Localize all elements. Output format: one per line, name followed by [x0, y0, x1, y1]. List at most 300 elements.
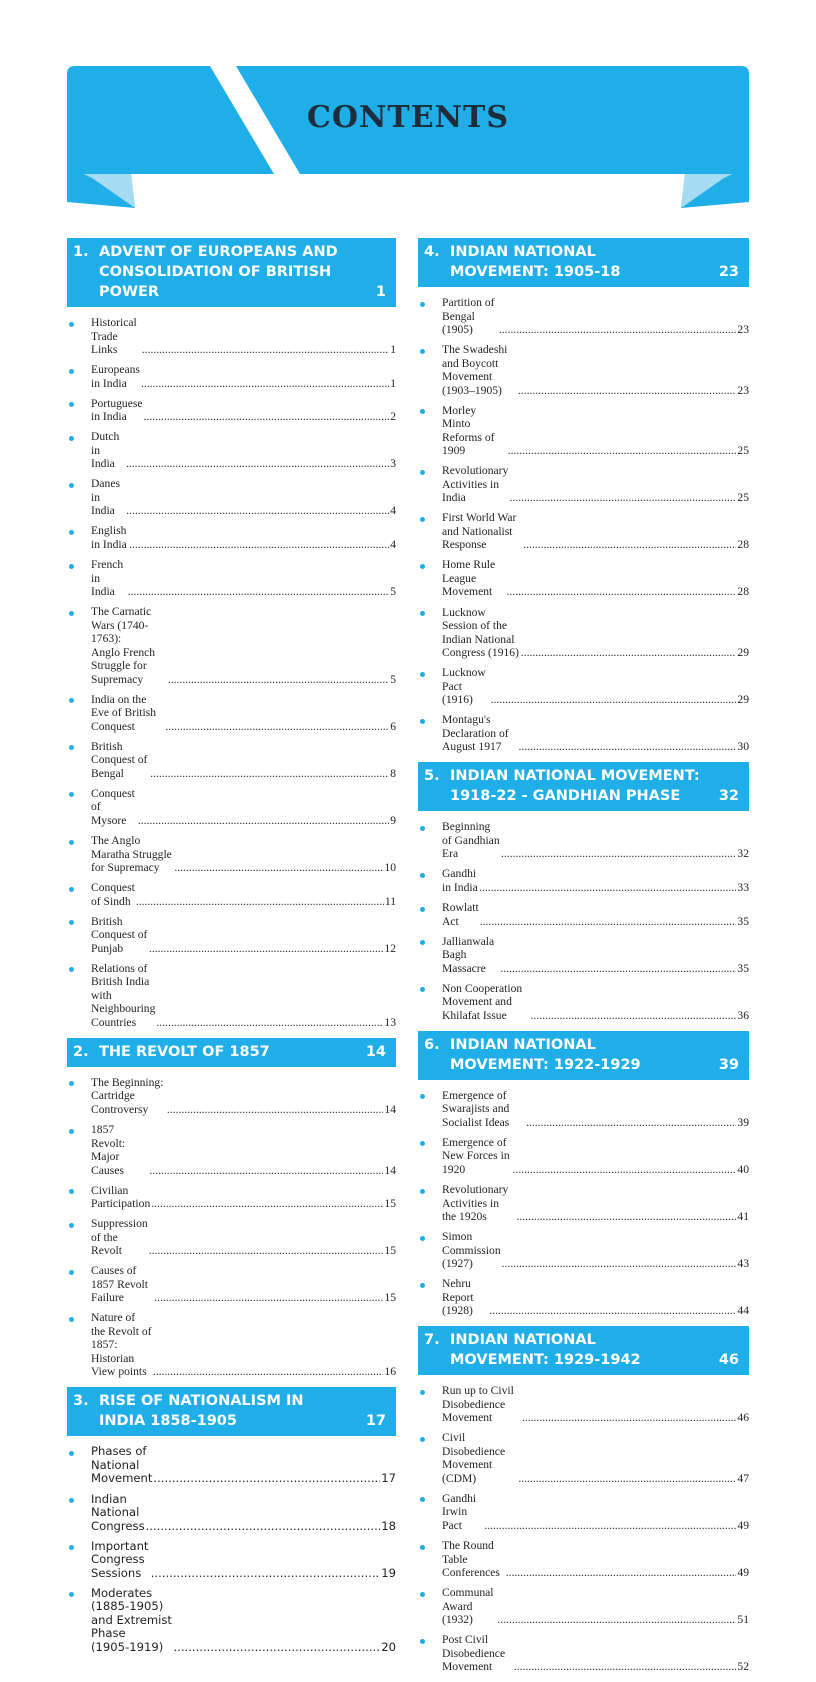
toc-entry[interactable] [67, 1214, 396, 1261]
bullet-icon [420, 1545, 425, 1550]
toc-entry-row [442, 1277, 749, 1318]
dot-leader [151, 1567, 381, 1581]
toc-entry-page: 9 [390, 813, 396, 827]
toc-entry-page: 15 [384, 1197, 396, 1211]
toc-entry-row [91, 524, 396, 551]
toc-entry-row [442, 820, 749, 861]
toc-entry-page: 36 [737, 1008, 749, 1022]
section-items [67, 1067, 396, 1388]
bullet-icon [69, 369, 74, 374]
toc-entry-row [442, 1586, 749, 1627]
toc-entry-title: Civil Disobedience Movement (CDM) [442, 1431, 506, 1485]
dot-leader [150, 767, 389, 781]
dot-leader [126, 457, 389, 471]
toc-entry[interactable] [418, 508, 749, 555]
toc-entry-page: 52 [737, 1660, 749, 1674]
toc-entry-title: Revolutionary Activities in India [442, 464, 509, 505]
toc-entry-page: 4 [390, 504, 396, 518]
toc-right-column [418, 238, 749, 1682]
toc-entry-title: Indian National Congress [91, 1491, 145, 1533]
bullet-icon [420, 940, 425, 945]
toc-entry-title: Post Civil Disobedience Movement [442, 1633, 506, 1674]
dot-leader [168, 673, 389, 687]
bullet-icon [69, 1317, 74, 1322]
toc-entry-row [442, 867, 749, 894]
toc-entry-row [91, 1445, 396, 1486]
toc-entry-page: 1 [390, 343, 396, 356]
dot-leader [510, 491, 737, 505]
toc-entry[interactable] [418, 340, 749, 401]
toc-entry[interactable] [418, 293, 749, 340]
toc-section-7 [418, 1326, 749, 1682]
section-items [418, 1375, 749, 1682]
toc-entry-page: 1 [390, 376, 396, 390]
toc-entry[interactable] [418, 1133, 749, 1180]
toc-entry-page: 29 [737, 646, 749, 660]
section-title: THE REVOLT OF 1857 [99, 1043, 270, 1060]
dot-leader [149, 1244, 384, 1258]
dot-leader [174, 1641, 381, 1655]
bullet-icon [69, 1545, 74, 1550]
dot-leader [138, 814, 389, 828]
dot-leader [128, 585, 390, 599]
bullet-icon [69, 840, 74, 845]
section-title: INDIAN NATIONAL MOVEMENT: 1918-22 - GANDHIAN PHASE [450, 768, 700, 805]
toc-entry[interactable] [67, 474, 396, 521]
toc-entry[interactable] [418, 1630, 749, 1677]
toc-entry-title: Phases of National Movement [91, 1444, 153, 1486]
bullet-icon [69, 1081, 74, 1086]
bullet-icon [69, 1270, 74, 1275]
toc-entry[interactable] [67, 1442, 396, 1489]
dot-leader [501, 847, 736, 861]
section-number: 7. [424, 1332, 440, 1349]
toc-entry-title: Lucknow Pact (1916) [442, 666, 486, 707]
toc-entry-row [91, 1217, 396, 1258]
toc-entry-title: Historical Trade Links [91, 316, 137, 356]
bullet-icon [420, 470, 425, 475]
toc-entry-row [91, 962, 396, 1030]
toc-entry[interactable] [418, 1428, 749, 1489]
toc-entry-row [91, 397, 396, 424]
toc-entry[interactable] [67, 878, 396, 912]
toc-entry[interactable] [67, 1073, 396, 1120]
bullet-icon [69, 1189, 74, 1194]
section-number: 3. [73, 1393, 89, 1410]
toc-entry[interactable] [418, 864, 749, 898]
toc-entry-row [442, 606, 749, 660]
toc-entry-row [442, 1431, 749, 1485]
bullet-icon [69, 436, 74, 441]
dot-leader [136, 895, 384, 909]
dot-leader [506, 1566, 737, 1580]
toc-entry-title: Non Cooperation Movement and Khilafat Issue [442, 981, 523, 1022]
section-header[interactable] [67, 1387, 396, 1436]
toc-entry-title: Causes of 1857 Revolt Failure [91, 1264, 149, 1305]
section-items [418, 811, 749, 1030]
section-items [418, 1080, 749, 1326]
toc-entry-title: Revolutionary Activities in the 1920s [442, 1183, 509, 1223]
toc-entry-row [91, 1123, 396, 1177]
toc-entry[interactable] [418, 1086, 749, 1133]
toc-entry-page: 2 [390, 410, 396, 424]
toc-entry-page: 14 [384, 1102, 396, 1116]
toc-entry-page: 6 [390, 719, 396, 733]
dot-leader [518, 384, 737, 398]
bullet-icon [420, 672, 425, 677]
toc-entry-row [442, 296, 749, 337]
toc-entry-page: 46 [737, 1411, 749, 1425]
toc-entry[interactable] [418, 932, 749, 979]
bullet-icon [69, 1129, 74, 1134]
toc-entry-page: 49 [737, 1566, 749, 1580]
bullet-icon [69, 745, 74, 750]
bullet-icon [420, 987, 425, 992]
toc-entry-row [91, 1076, 396, 1117]
section-number: 6. [424, 1036, 440, 1053]
dot-leader [129, 538, 389, 552]
section-page: 32 [718, 788, 739, 805]
dot-leader [531, 1009, 737, 1023]
toc-entry[interactable] [418, 1583, 749, 1630]
toc-entry-row [442, 982, 749, 1023]
toc-entry-title: The Round Table Conferences [442, 1539, 500, 1580]
section-title: INDIAN NATIONAL MOVEMENT: 1929-1942 [450, 1332, 641, 1369]
toc-entry[interactable] [418, 461, 749, 508]
bullet-icon [420, 873, 425, 878]
section-header[interactable] [418, 762, 749, 811]
bullet-icon [420, 1189, 425, 1194]
toc-entry-row [91, 915, 396, 956]
toc-entry-page: 17 [381, 1471, 396, 1486]
toc-entry-title: Suppression of the Revolt [91, 1217, 148, 1258]
toc-entry-page: 35 [737, 914, 749, 928]
bullet-icon [420, 1639, 425, 1644]
dot-leader [516, 1210, 736, 1224]
dot-leader [146, 1520, 381, 1534]
toc-entry-page: 15 [384, 1244, 396, 1258]
section-page: 1 [375, 284, 386, 300]
bullet-icon [69, 792, 74, 797]
bullet-icon [69, 1223, 74, 1228]
dot-leader [154, 1291, 383, 1305]
bullet-icon [420, 907, 425, 912]
toc-entry[interactable] [418, 979, 749, 1026]
toc-entry[interactable] [418, 401, 749, 462]
bullet-icon [69, 1592, 74, 1597]
dot-leader [149, 942, 383, 956]
toc-entry-page: 5 [390, 585, 396, 599]
toc-entry-title: Rowlatt Act [442, 901, 479, 928]
dot-leader [518, 1472, 736, 1486]
toc-entry-title: Civilian Participation [91, 1183, 151, 1211]
toc-entry-row [91, 881, 396, 908]
toc-entry-page: 18 [381, 1518, 396, 1533]
section-number: 1. [73, 244, 89, 260]
dot-leader [479, 881, 736, 895]
dot-leader [500, 962, 736, 976]
toc-entry[interactable] [418, 1536, 749, 1583]
toc-section-4 [418, 238, 749, 762]
toc-entry-row [442, 1492, 749, 1533]
section-header[interactable] [418, 1031, 749, 1080]
dot-leader [153, 1472, 380, 1486]
toc-entry-title: Morley Minto Reforms of 1909 [442, 403, 495, 458]
toc-entry-page: 10 [384, 861, 396, 875]
toc-entry[interactable] [67, 1261, 396, 1308]
toc-entry-row [442, 343, 749, 397]
bullet-icon [420, 1141, 425, 1146]
section-header[interactable] [67, 238, 396, 307]
toc-entry[interactable] [67, 1584, 396, 1658]
toc-entry[interactable] [418, 1227, 749, 1274]
toc-entry-row [91, 430, 396, 471]
toc-entry[interactable] [67, 1537, 396, 1584]
toc-entry-page: 33 [737, 880, 749, 894]
dot-leader [144, 410, 390, 424]
toc-entry-title: Run up to Civil Disobedience Movement [442, 1384, 514, 1425]
toc-entry[interactable] [67, 555, 396, 602]
toc-section-6 [418, 1031, 749, 1326]
toc-entry-title: 1857 Revolt: Major Causes [91, 1123, 126, 1177]
toc-entry-row [91, 693, 396, 734]
toc-entry-row [91, 1264, 396, 1305]
toc-entry[interactable] [418, 898, 749, 932]
toc-entry-row [91, 1311, 396, 1379]
bullet-icon [69, 564, 74, 569]
toc-entry-row [442, 901, 749, 928]
toc-entry-row [91, 1493, 396, 1534]
toc-entry-row [442, 404, 749, 458]
toc-entry[interactable] [67, 521, 396, 555]
toc-entry-page: 20 [381, 1639, 396, 1654]
section-items [67, 1436, 396, 1662]
toc-entry[interactable] [67, 784, 396, 831]
dot-leader [174, 861, 383, 875]
bullet-icon [69, 1498, 74, 1503]
dot-leader [165, 720, 389, 734]
toc-entry[interactable] [418, 1180, 749, 1227]
dot-leader [507, 585, 737, 599]
toc-entry-page: 16 [384, 1365, 396, 1379]
dot-leader [497, 1613, 736, 1627]
toc-entry-title: Europeans in India [91, 363, 140, 390]
toc-entry[interactable] [418, 710, 749, 757]
toc-entry-title: British Conquest of Bengal [91, 739, 148, 780]
toc-entry-row [91, 316, 396, 357]
bullet-icon [69, 887, 74, 892]
toc-entry-page: 23 [737, 323, 749, 336]
toc-entry-page: 41 [737, 1210, 749, 1223]
toc-entry[interactable] [67, 602, 396, 690]
toc-entry-title: Important Congress Sessions [91, 1538, 149, 1580]
toc-entry-title: Lucknow Session of the Indian National Congress (1916) [442, 605, 519, 660]
toc-entry[interactable] [67, 959, 396, 1033]
bullet-icon [420, 1592, 425, 1597]
toc-entry[interactable] [67, 427, 396, 474]
toc-entry-page: 14 [384, 1163, 396, 1177]
toc-entry[interactable] [418, 663, 749, 710]
section-header[interactable] [418, 1326, 749, 1375]
toc-entry-page: 3 [390, 457, 396, 471]
toc-entry[interactable] [418, 603, 749, 664]
dot-leader [126, 504, 389, 518]
toc-entry-title: Danes in India [91, 477, 120, 518]
toc-entry-row [91, 1540, 396, 1581]
toc-entry-row [442, 1183, 749, 1224]
toc-entry[interactable] [67, 831, 396, 878]
toc-entry[interactable] [67, 1308, 396, 1382]
toc-entry-page: 32 [737, 847, 749, 861]
toc-entry-title: Beginning of Gandhian Era [442, 820, 500, 861]
toc-entry-row [442, 666, 749, 707]
dot-leader [491, 693, 737, 707]
dot-leader [499, 323, 737, 337]
section-page: 46 [718, 1352, 739, 1369]
toc-entry-page: 5 [390, 672, 396, 686]
bullet-icon [69, 967, 74, 972]
dot-leader [522, 1411, 736, 1425]
bullet-icon [420, 1094, 425, 1099]
toc-entry-title: Dutch in India [91, 430, 120, 471]
toc-entry-title: The Beginning: Cartridge Controversy [91, 1075, 164, 1116]
bullet-icon [420, 302, 425, 307]
toc-entry[interactable] [67, 1181, 396, 1215]
toc-entry[interactable] [67, 1490, 396, 1537]
toc-entry[interactable] [67, 360, 396, 394]
toc-entry-page: 15 [384, 1291, 396, 1305]
toc-entry-title: Montagu's Declaration of August 1917 [442, 713, 509, 754]
toc-entry-title: The Anglo Maratha Struggle for Supremacy [91, 834, 172, 875]
toc-entry-page: 11 [384, 894, 396, 908]
toc-entry-page: 28 [737, 538, 749, 552]
toc-entry-title: Emergence of Swarajists and Socialist Ideas [442, 1088, 510, 1129]
toc-entry-row [91, 605, 396, 686]
toc-left-column [67, 238, 396, 1663]
section-page: 39 [718, 1056, 739, 1073]
bullet-icon [69, 483, 74, 488]
section-header[interactable] [418, 238, 749, 287]
dot-leader [484, 1519, 736, 1533]
dot-leader [502, 1257, 737, 1271]
dot-leader [519, 740, 737, 754]
toc-entry[interactable] [67, 394, 396, 428]
toc-entry-row [91, 477, 396, 518]
dot-leader [167, 1103, 384, 1117]
toc-entry[interactable] [418, 555, 749, 602]
dot-leader [514, 1660, 737, 1674]
toc-entry-row [442, 713, 749, 754]
toc-entry[interactable] [67, 737, 396, 784]
bullet-icon [69, 698, 74, 703]
toc-entry-row [91, 740, 396, 781]
dot-leader [141, 377, 389, 391]
contents-banner [0, 60, 816, 220]
toc-entry-page: 28 [737, 585, 749, 599]
toc-entry[interactable] [418, 1381, 749, 1428]
toc-entry-row [442, 935, 749, 976]
toc-entry-page: 40 [737, 1162, 749, 1176]
toc-entry-row [442, 1136, 749, 1177]
toc-entry-page: 8 [390, 766, 396, 780]
dot-leader [508, 444, 737, 458]
section-title: ADVENT OF EUROPEANS AND CONSOLIDATION OF BRITISH POWER [99, 244, 338, 300]
section-page: 23 [718, 264, 739, 280]
dot-leader [526, 1116, 736, 1130]
toc-entry-title: Home Rule League Movement [442, 558, 496, 599]
toc-entry[interactable] [418, 1489, 749, 1536]
toc-entry-row [442, 1539, 749, 1580]
toc-entry-row [442, 464, 749, 505]
bullet-icon [69, 611, 74, 616]
bullet-icon [420, 564, 425, 569]
toc-entry-title: Nehru Report (1928) [442, 1277, 474, 1318]
toc-entry[interactable] [418, 1274, 749, 1321]
toc-entry-title: The Swadeshi and Boycott Movement (1903–1905) [442, 343, 508, 397]
toc-entry-page: 39 [737, 1115, 749, 1129]
toc-entry[interactable] [67, 912, 396, 959]
section-items [418, 287, 749, 762]
toc-entry-title: Relations of British India with Neighbouring Countries [91, 961, 156, 1029]
toc-entry-page: 23 [737, 383, 749, 397]
bullet-icon [420, 517, 425, 522]
dot-leader [480, 915, 737, 929]
dot-leader [489, 1304, 736, 1318]
bullet-icon [420, 1437, 425, 1442]
toc-entry-title: India on the Eve of British Conquest [91, 692, 157, 733]
toc-section-2 [67, 1038, 396, 1388]
toc-entry[interactable] [67, 313, 396, 360]
section-header[interactable] [67, 1038, 396, 1067]
dot-leader [153, 1365, 384, 1379]
section-page: 14 [365, 1043, 386, 1060]
toc-entry-title: Partition of Bengal (1905) [442, 296, 495, 336]
toc-entry-title: Conquest of Mysore [91, 786, 135, 827]
toc-entry[interactable] [67, 1120, 396, 1181]
toc-entry-page: 49 [737, 1518, 749, 1532]
toc-entry-row [91, 1587, 396, 1655]
toc-entry-title: Conquest of Sindh [91, 881, 135, 908]
toc-entry-row [91, 787, 396, 828]
bullet-icon [420, 349, 425, 354]
section-items [67, 307, 396, 1038]
bullet-icon [420, 409, 425, 414]
toc-entry-row [442, 511, 749, 552]
toc-entry-title: English in India [91, 524, 127, 551]
toc-entry-page: 29 [737, 693, 749, 707]
toc-section-3 [67, 1387, 396, 1662]
section-number: 4. [424, 244, 440, 260]
toc-entry-title: British Conquest of Punjab [91, 914, 148, 955]
toc-entry-page: 13 [384, 1015, 396, 1029]
toc-entry-page: 51 [737, 1613, 749, 1627]
dot-leader [149, 1164, 383, 1178]
toc-entry-row [442, 1230, 749, 1271]
toc-entry[interactable] [67, 690, 396, 737]
toc-entry-title: Simon Commission (1927) [442, 1230, 501, 1271]
toc-entry-title: Communal Award (1932) [442, 1586, 494, 1627]
toc-entry-row [442, 1089, 749, 1130]
toc-entry-title: Moderates (1885-1905) and Extremist Phase (1905-1919) [91, 1585, 172, 1654]
dot-leader [156, 1016, 383, 1030]
bullet-icon [69, 920, 74, 925]
toc-entry-row [442, 1384, 749, 1425]
toc-entry-page: 25 [737, 491, 749, 505]
toc-section-1 [67, 238, 396, 1038]
toc-entry[interactable] [418, 817, 749, 864]
bullet-icon [420, 719, 425, 724]
toc-entry-row [91, 363, 396, 390]
